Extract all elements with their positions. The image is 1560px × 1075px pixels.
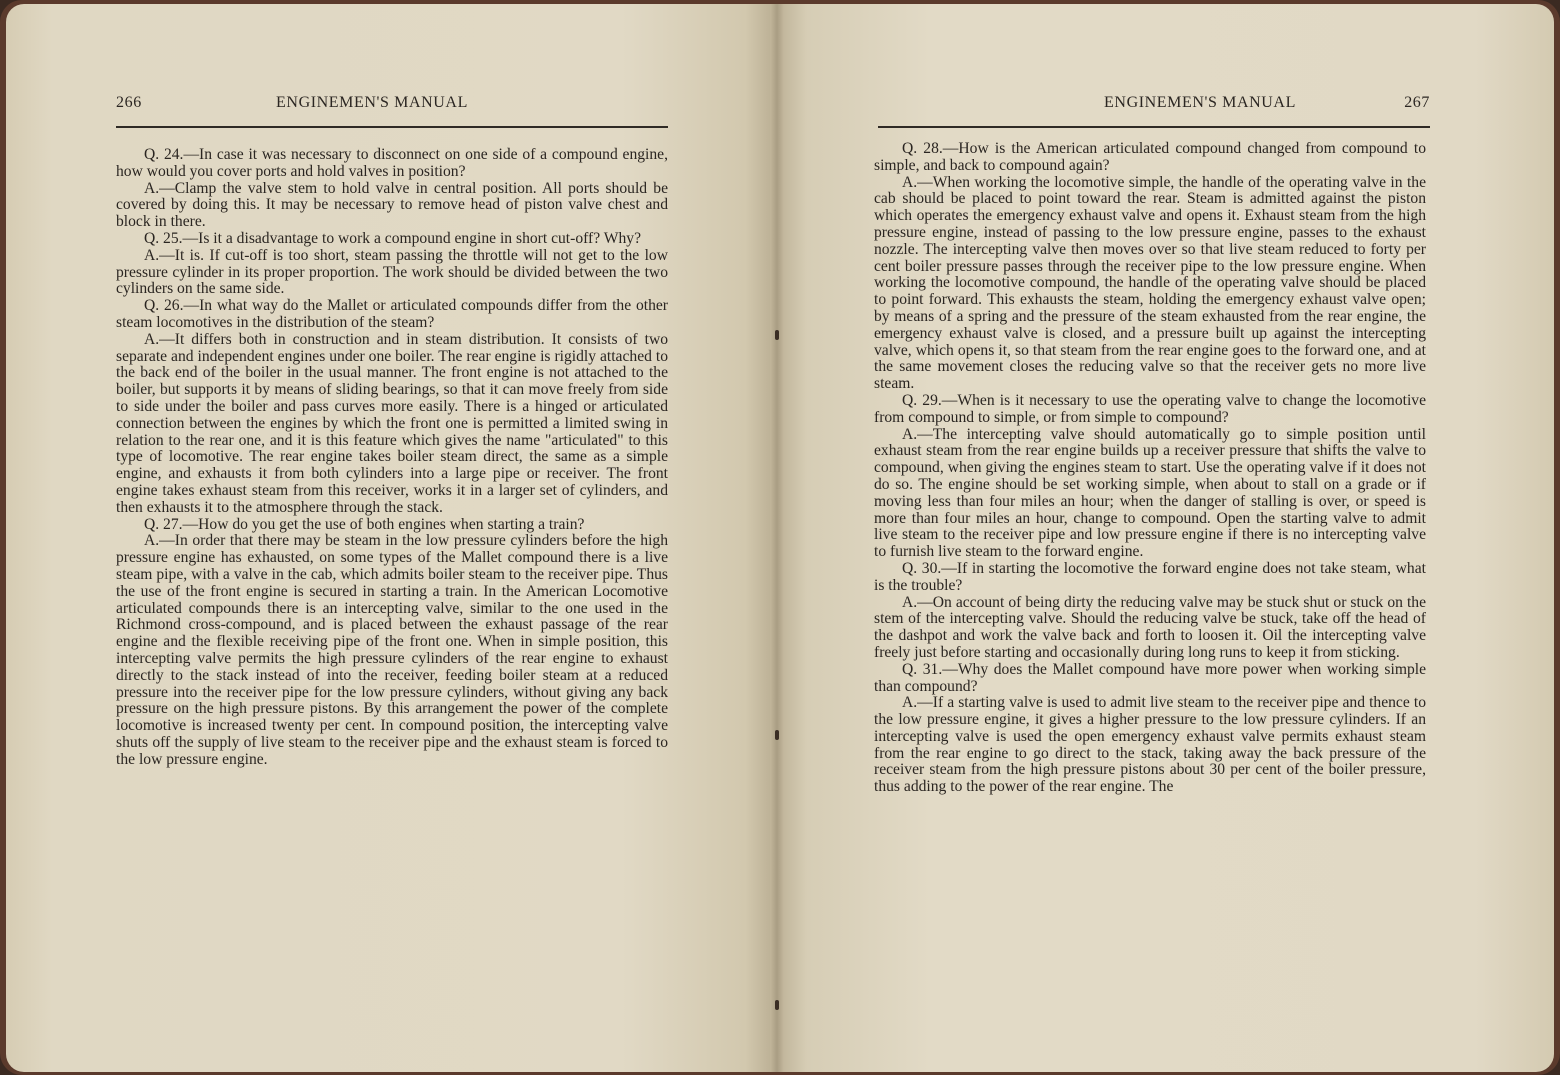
page-number: 267: [1404, 94, 1430, 111]
page-body: [874, 141, 1426, 796]
answer-25: A.—It is. If cut-off is too short, steam passing the throttle will not get to the low pressure cylinder in its proper proportion. The work should be divided between the two cylinders on the same side.: [116, 246, 668, 298]
binding-thread: [775, 730, 779, 740]
page-body: [116, 147, 668, 768]
answer-30: A.—On account of being dirty the reducing valve may be stuck shut or stuck on the stem of the intercepting valve. Should the reducing valve be stuck, take off the head of the dashpot and work the valve back and forth to loosen it. Oil the intercepting valve freely just before starting and occasionally during long runs to keep it from sticking.: [874, 593, 1426, 661]
header-rule: [116, 126, 668, 128]
answer-26: A.—It differs both in construction and in steam distribution. It consists of two separate and independent engines under one boiler. The rear engine is rigidly attached to the back end of the boiler in the usual manner. The front engine is not attached to the boiler, but supports it by means of sliding bearings, so that it can move freely from side to side under the boiler and pass curves more easily. There is a hinged or articulated connection between the engines by which the front one is permitted a limited swing in relation to the rear one, and it is this feature which gives the name "articulated" to this type of locomotive. The rear engine takes boiler steam direct, the same as a simple engine, and exhausts it from both cylinders into a large pipe or receiver. The front engine takes exhaust steam from this receiver, works it in a larger set of cylinders, and then exhausts it to the atmosphere through the stack.: [116, 330, 668, 516]
question-27: Q. 27.—How do you get the use of both engines when starting a train?: [144, 515, 585, 533]
question-28: Q. 28.—How is the American articulated compound changed from compound to simple, and back to compound again?: [874, 140, 1426, 174]
running-title: ENGINEMEN'S MANUAL: [1104, 94, 1296, 111]
question-26: Q. 26.—In what way do the Mallet or articulated compounds differ from the other steam locomotives in the distribution of the steam?: [116, 297, 668, 331]
right-page: [776, 4, 1554, 1072]
answer-31: A.—If a starting valve is used to admit live steam to the receiver pipe and thence to the low pressure engine, it gives a higher pressure to the low pressure cylinders. If an intercepting valve is used the open emergency exhaust valve permits exhaust steam from the rear engine to go direct to the stack, taking away the back pressure of the receiver steam from the high pressure pistons about 30 per cent of the boiler pressure, thus adding to the power of the rear engine. The: [874, 694, 1426, 796]
running-title: ENGINEMEN'S MANUAL: [276, 94, 468, 111]
question-24: Q. 24.—In case it was necessary to disconnect on one side of a compound engine, how would you cover ports and hold valves in position?: [116, 146, 668, 180]
question-25: Q. 25.—Is it a disadvantage to work a compound engine in short cut-off? Why?: [144, 229, 642, 247]
answer-27: A.—In order that there may be steam in the low pressure cylinders before the high pressure engine has exhausted, on some types of the Mallet compound there is a live steam pipe, with a valve in the cab, which admits boiler steam to the receiver pipe. Thus the use of the front engine is secured in starting a train. In the American Locomotive articulated compounds there is an intercepting valve, similar to the one used in the Richmond cross-compound, and is placed between the exhaust passage of the rear engine and the flexible receiving pipe of the front one. When in simple position, this intercepting valve permits the high pressure cylinders of the rear engine to exhaust directly to the stack instead of into the receiver, feeding boiler steam at a reduced pressure into the receiver pipe for the low pressure cylinders, without giving any back pressure on the high pressure pistons. By this arrangement the power of the complete locomotive is increased twenty per cent. In compound position, the intercepting valve shuts off the supply of live steam to the receiver pipe and the exhaust steam is forced to the low pressure engine.: [116, 532, 668, 768]
book-gutter: [770, 4, 784, 1072]
answer-28: A.—When working the locomotive simple, the handle of the operating valve in the cab should be placed to point toward the rear. Steam is admitted against the piston which operates the emergency exhaust valve and opens it. Exhaust steam from the high pressure engine, instead of passing to the low pressure engine, passes to the exhaust nozzle. The intercepting valve then moves over so that live steam reduced to forty per cent boiler pressure passes through the receiver pipe to the low pressure engine. When working the locomotive compound, the handle of the operating valve should be placed to point forward. This exhausts the steam, holding the emergency exhaust valve open; by means of a spring and the pressure of the steam exhausted from the rear engine, the emergency exhaust valve is closed, and a pressure built up against the intercepting valve, which opens it, so that steam from the rear engine goes to the forward one, and at the same movement closes the reducing valve so that the receiver gets no more live steam.: [874, 173, 1426, 393]
answer-24: A.—Clamp the valve stem to hold valve in central position. All ports should be covered by doing this. It may be necessary to remove head of piston valve chest and block in there.: [116, 179, 668, 231]
binding-thread: [775, 1000, 779, 1010]
page-header: [870, 94, 1430, 120]
binding-thread: [775, 330, 779, 340]
question-31: Q. 31.—Why does the Mallet compound have more power when working simple than compound?: [874, 660, 1426, 695]
page-header: [112, 94, 672, 120]
left-page: [6, 4, 776, 1072]
header-rule: [878, 126, 1430, 128]
question-30: Q. 30.—If in starting the locomotive the forward engine does not take steam, what is the trouble?: [874, 559, 1426, 594]
question-29: Q. 29.—When is it necessary to use the operating valve to change the locomotive from compound to simple, or from simple to compound?: [874, 391, 1426, 426]
page-number: 266: [116, 94, 142, 111]
answer-29: A.—The intercepting valve should automatically go to simple position until exhaust steam from the rear engine builds up a receiver pressure that shifts the valve to compound, when giving the engines steam to start. Use the operating valve if it does not do so. The engine should be set working simple, when about to stall on a grade or if moving less than four miles an hour; when the danger of stalling is over, or speed is more than four miles an hour, change to compound. Open the starting valve to admit live steam to the receiver pipe and low pressure engine if there is no intercepting valve to furnish live steam to the forward engine.: [874, 425, 1426, 561]
